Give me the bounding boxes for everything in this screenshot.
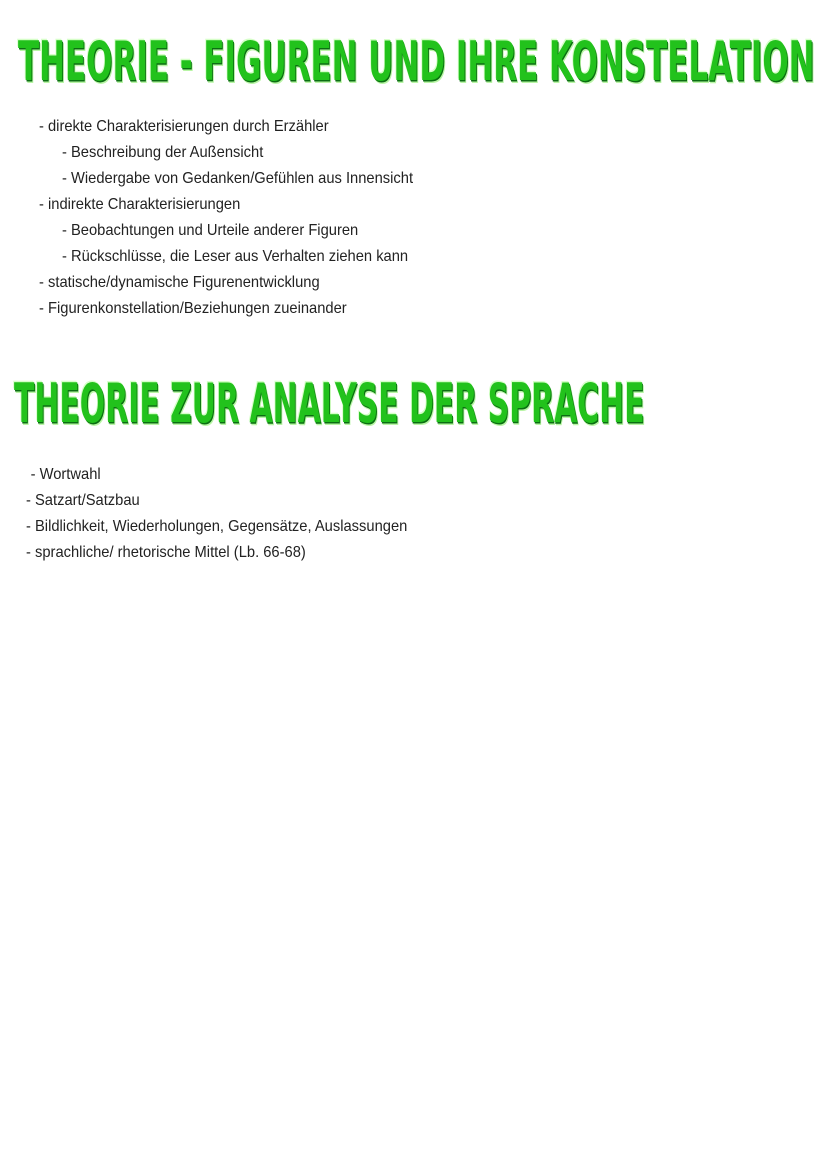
list-item: - Wortwahl	[30, 466, 101, 483]
list-item: - statische/dynamische Figurenentwicklung	[39, 274, 320, 291]
list-item: - Beschreibung der Außensicht	[62, 144, 264, 161]
list-item: - Beobachtungen und Urteile anderer Figuren	[62, 222, 359, 239]
list-item: - Satzart/Satzbau	[26, 492, 140, 509]
list-item: - Bildlichkeit, Wiederholungen, Gegensätze, Auslassungen	[26, 518, 408, 535]
list-item: - indirekte Charakterisierungen	[39, 196, 241, 213]
list-item: - direkte Charakterisierungen durch Erzähler	[39, 118, 329, 135]
section-1-list	[39, 114, 446, 322]
list-item: - Rückschlüsse, die Leser aus Verhalten ziehen kann	[62, 248, 409, 265]
list-item: - Wiedergabe von Gedanken/Gefühlen aus Innensicht	[62, 170, 414, 187]
list-item: - sprachliche/ rhetorische Mittel (Lb. 66-68)	[26, 544, 306, 561]
section-2-heading: THEORIE ZUR ANALYSE DER SPRACHE	[14, 374, 645, 436]
section-1-heading: THEORIE - FIGUREN UND IHRE KONSTELATION	[18, 32, 815, 94]
list-item: - Figurenkonstellation/Beziehungen zueinander	[39, 300, 347, 317]
section-2-list	[26, 462, 440, 566]
